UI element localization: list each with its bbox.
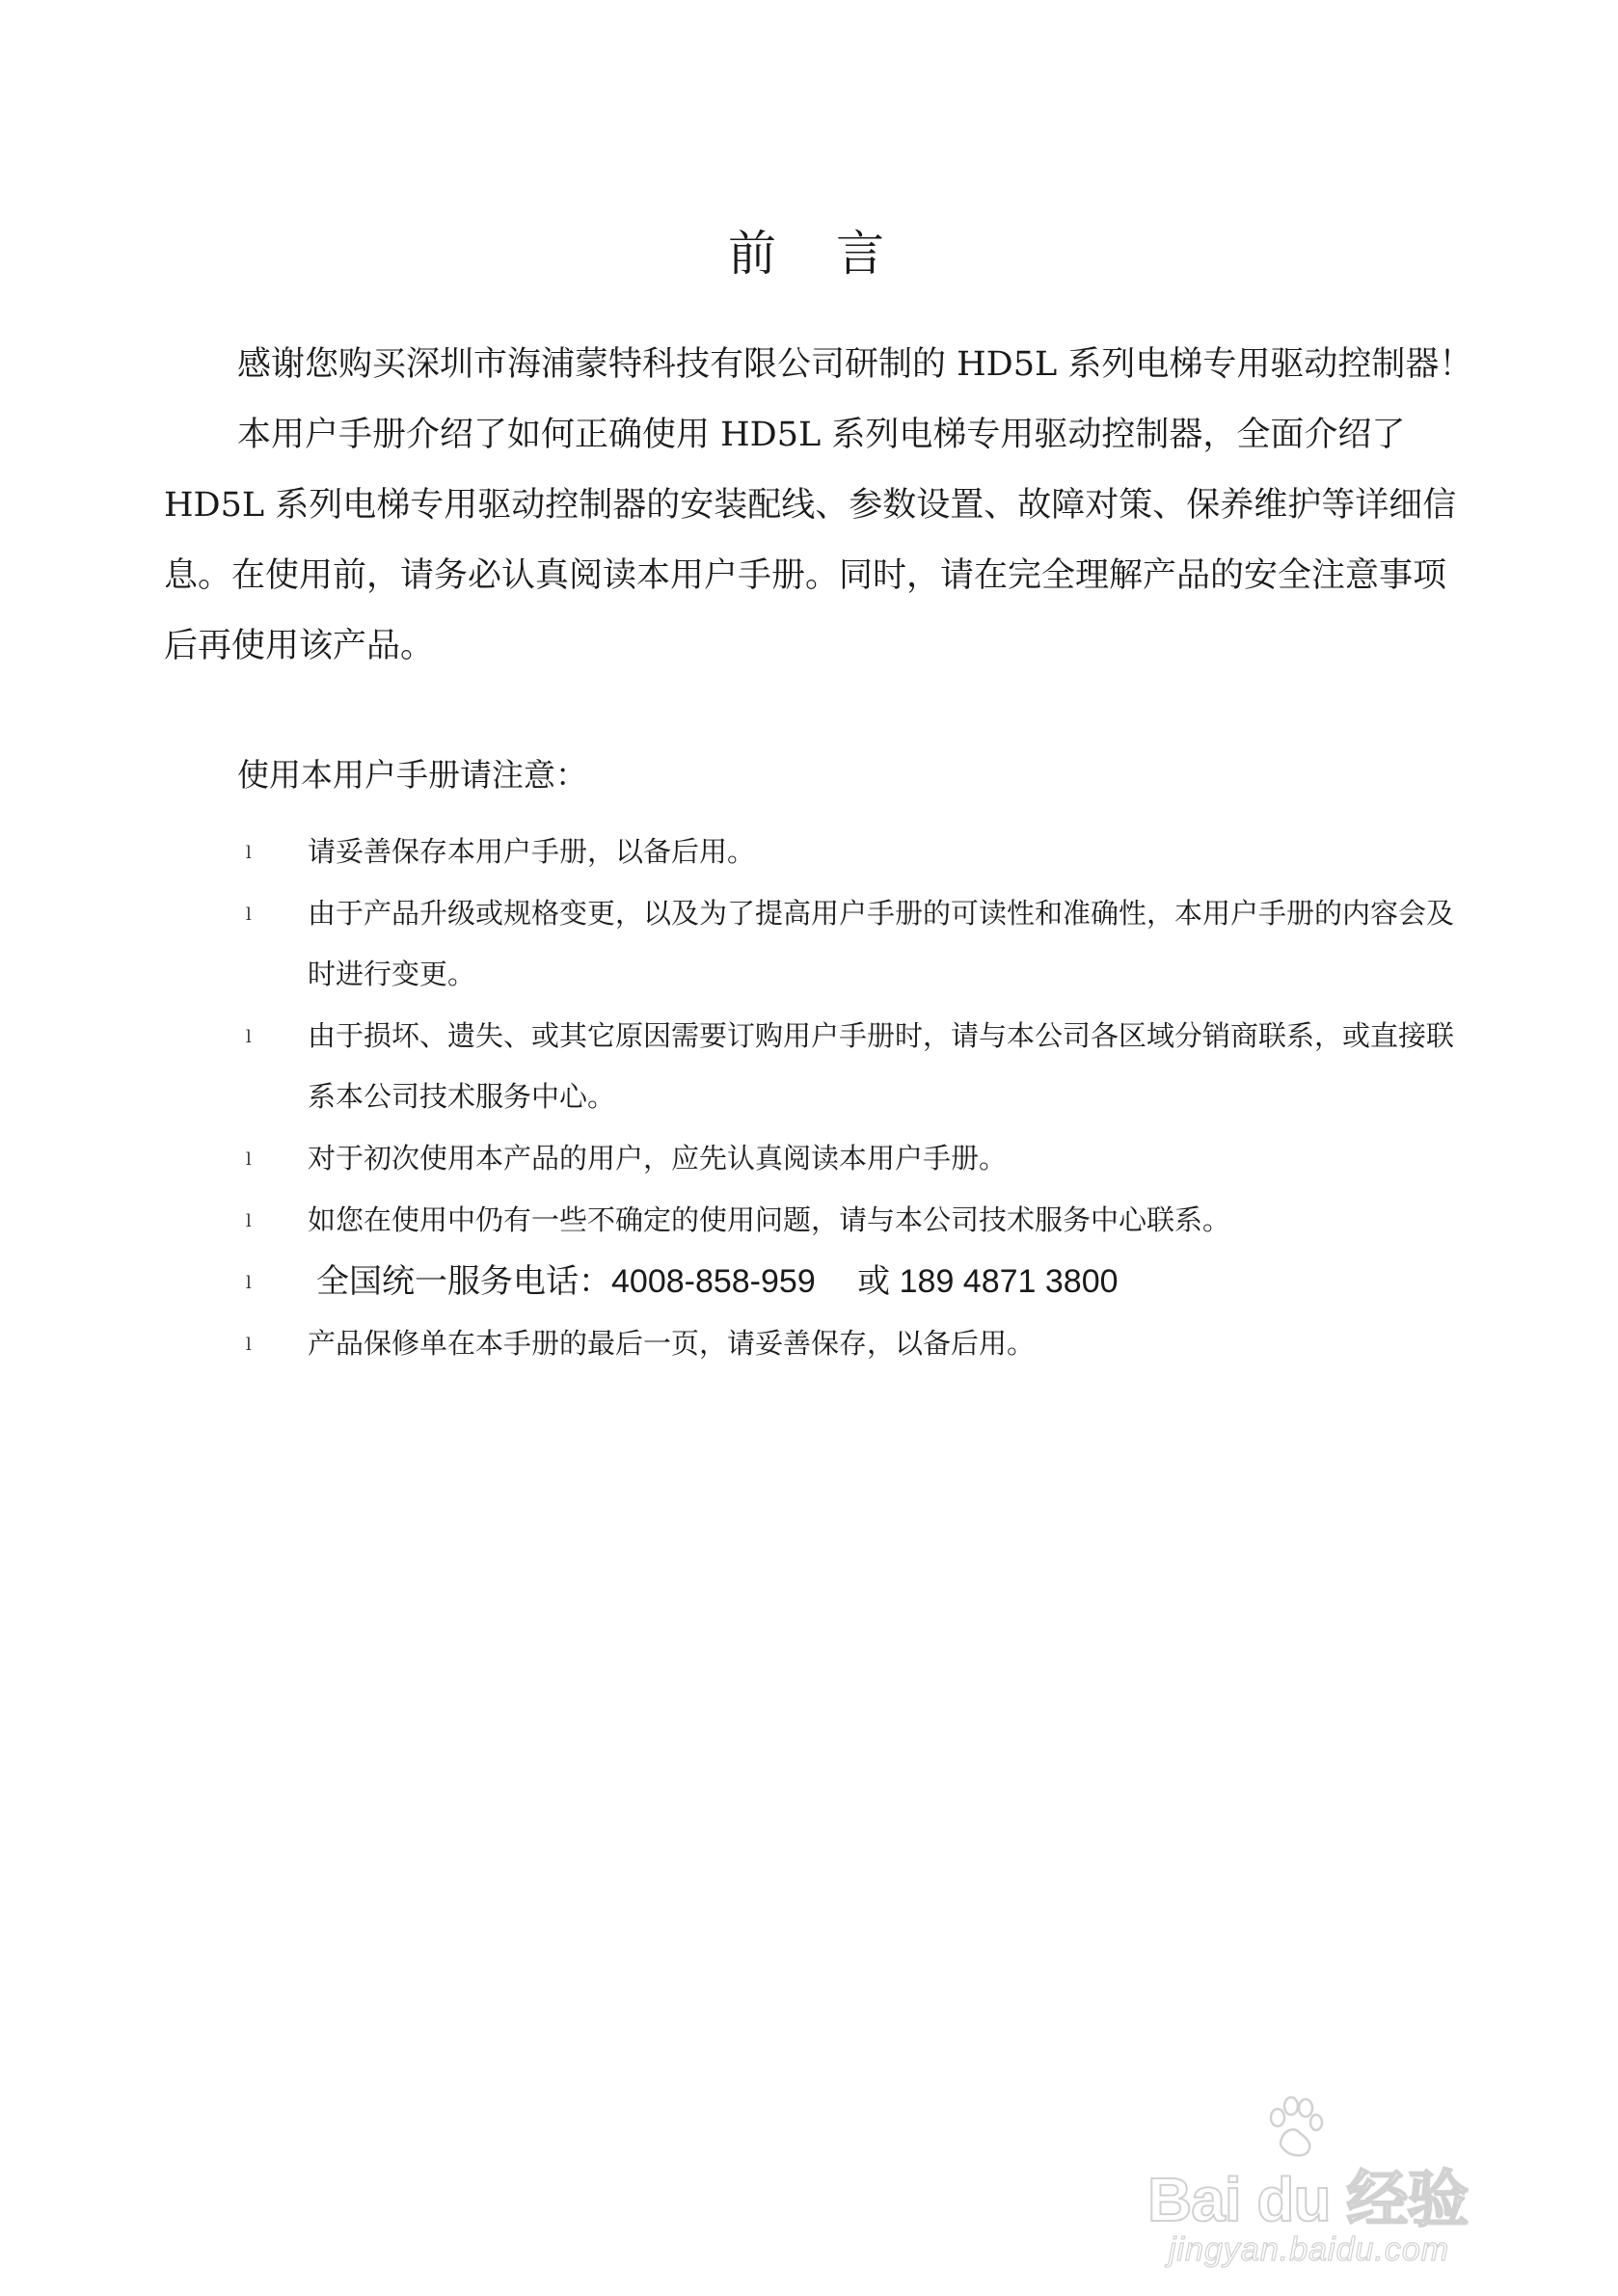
bullet-icon: l — [246, 1211, 252, 1231]
note-text: 对于初次使用本产品的用户，应先认真阅读本用户手册。 — [308, 1142, 1008, 1175]
note-item — [237, 883, 1481, 1005]
note-text: 如您在使用中仍有一些不确定的使用问题，请与本公司技术服务中心联系。 — [308, 1203, 1231, 1236]
bullet-icon: l — [246, 1149, 252, 1170]
note-item — [237, 1006, 1481, 1127]
watermark-logo: Bai du 经验 — [1147, 2165, 1469, 2234]
service-phone-text: 全国统一服务电话：4008-858-959 或 189 4871 3800 — [316, 1263, 1119, 1300]
baidu-jingyan-watermark — [1147, 2150, 1552, 2266]
intro-paragraph-2: 本用户手册介绍了如何正确使用 HD5L 系列电梯专用驱动控制器，全面介绍了HD5L 系列电梯专用驱动控制器的安装配线、参数设置、故障对策、保养维护等详细信息。在使用前，请务必认真阅读本用户手册。同时，请在完全理解产品的安全注意事项后再使用该产品。 — [164, 416, 1457, 665]
intro-paragraph-1: 感谢您购买深圳市海浦蒙特科技有限公司研制的 HD5L 系列电梯专用驱动控制器！ — [237, 345, 1473, 384]
note-item — [237, 822, 1481, 882]
bullet-icon: l — [246, 1273, 252, 1293]
note-text: 请妥善保存本用户手册，以备后用。 — [308, 835, 756, 868]
note-item-service-phone — [237, 1252, 1481, 1312]
intro-section — [164, 330, 1475, 682]
notes-list — [237, 822, 1481, 1375]
note-item — [237, 1190, 1481, 1251]
note-item — [237, 1313, 1481, 1374]
watermark-site: jingyan.baidu.com — [1169, 2231, 1450, 2268]
note-text: 由于产品升级或规格变更，以及为了提高用户手册的可读性和准确性，本用户手册的内容会及时进行变更。 — [308, 897, 1455, 990]
notes-heading: 使用本用户手册请注意： — [237, 756, 587, 794]
note-text: 产品保修单在本手册的最后一页，请妥善保存，以备后用。 — [308, 1327, 1036, 1360]
bullet-icon: l — [246, 905, 252, 925]
note-text: 由于损坏、遗失、或其它原因需要订购用户手册时，请与本公司各区域分销商联系，或直接联系本公司技术服务中心。 — [308, 1019, 1455, 1113]
bullet-icon: l — [246, 1335, 252, 1355]
page-title: 前 言 — [728, 226, 890, 282]
note-item — [237, 1128, 1481, 1189]
bullet-icon: l — [246, 843, 252, 863]
bullet-icon: l — [246, 1027, 252, 1047]
